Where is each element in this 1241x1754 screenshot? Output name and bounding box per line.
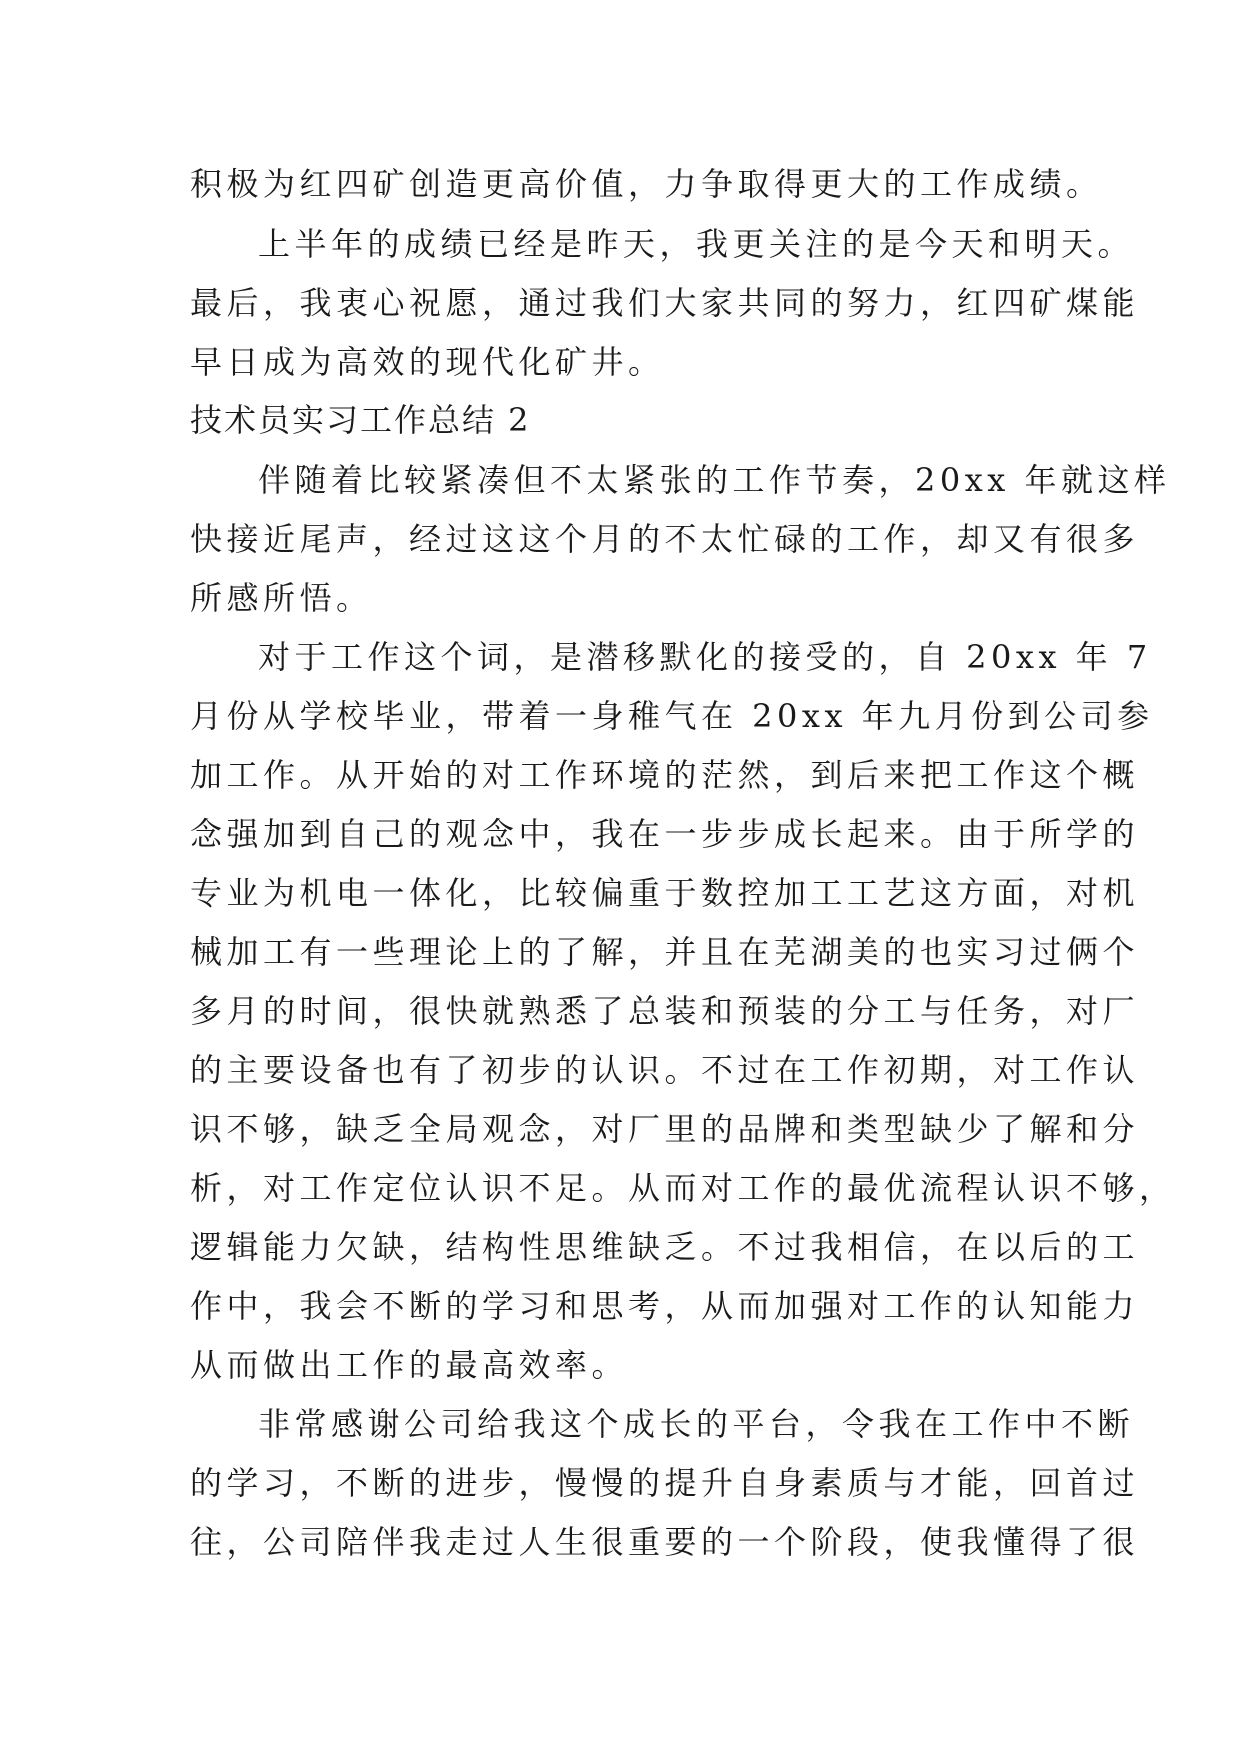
paragraph-line: 快接近尾声，经过这这个月的不太忙碌的工作，却又有很多 [190, 520, 1140, 558]
paragraph-line: 的主要设备也有了初步的认识。不过在工作初期，对工作认 [190, 1051, 1140, 1089]
paragraph-line: 最后，我衷心祝愿，通过我们大家共同的努力，红四矿煤能 [190, 284, 1140, 322]
paragraph-line: 早日成为高效的现代化矿井。 [190, 343, 665, 381]
paragraph-line: 所感所悟。 [190, 579, 373, 617]
paragraph-line: 多月的时间，很快就熟悉了总装和预装的分工与任务，对厂 [190, 992, 1140, 1030]
paragraph-line: 逻辑能力欠缺，结构性思维缺乏。不过我相信，在以后的工 [190, 1228, 1140, 1266]
paragraph-line: 专业为机电一体化，比较偏重于数控加工工艺这方面，对机 [190, 874, 1140, 912]
paragraph-line: 上半年的成绩已经是昨天，我更关注的是今天和明天。 [258, 225, 1135, 263]
paragraph-line: 识不够，缺乏全局观念，对厂里的品牌和类型缺少了解和分 [190, 1110, 1140, 1148]
paragraph-line: 析，对工作定位认识不足。从而对工作的最优流程认识不够， [190, 1169, 1176, 1207]
paragraph-line: 月份从学校毕业，带着一身稚气在 20xx 年九月份到公司参 [190, 697, 1154, 735]
paragraph-line: 伴随着比较紧凑但不太紧张的工作节奏，20xx 年就这样 [258, 461, 1171, 499]
paragraph-line: 念强加到自己的观念中，我在一步步成长起来。由于所学的 [190, 815, 1140, 853]
paragraph-line: 从而做出工作的最高效率。 [190, 1346, 629, 1384]
paragraph-line: 的学习，不断的进步，慢慢的提升自身素质与才能，回首过 [190, 1464, 1140, 1502]
paragraph-line: 作中，我会不断的学习和思考，从而加强对工作的认知能力 [190, 1287, 1140, 1325]
paragraph-line: 非常感谢公司给我这个成长的平台，令我在工作中不断 [258, 1405, 1135, 1443]
paragraph-line: 积极为红四矿创造更高价值，力争取得更大的工作成绩。 [190, 165, 1103, 203]
paragraph-line: 加工作。从开始的对工作环境的茫然，到后来把工作这个概 [190, 756, 1140, 794]
paragraph-line: 往，公司陪伴我走过人生很重要的一个阶段，使我懂得了很 [190, 1523, 1140, 1561]
section-heading: 技术员实习工作总结 2 [190, 401, 531, 439]
paragraph-line: 械加工有一些理论上的了解，并且在芜湖美的也实习过俩个 [190, 933, 1140, 971]
paragraph-line: 对于工作这个词，是潜移默化的接受的，自 20xx 年 7 [258, 638, 1152, 676]
